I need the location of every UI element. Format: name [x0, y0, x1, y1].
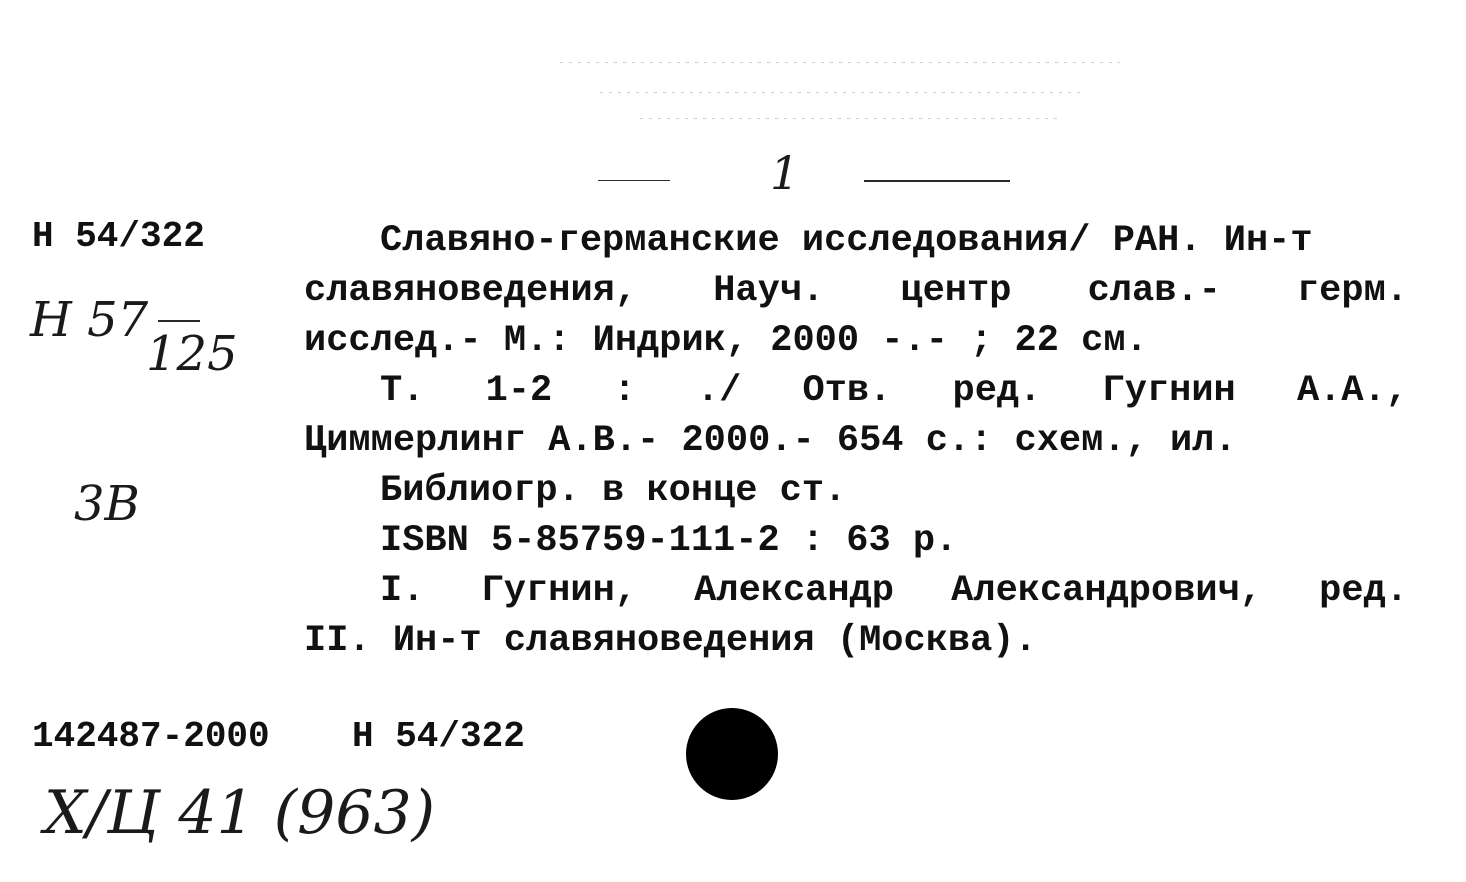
handwritten-mark: 3В — [74, 476, 140, 532]
accession-number: 142487-2000 — [32, 716, 270, 757]
record-line-6: Библиогр. в конце ст. — [380, 470, 847, 512]
handwritten-shelfmark-bottom: 125 — [146, 326, 238, 382]
header-rule-left — [598, 180, 670, 181]
record-line-7: ISBN 5-85759-111-2 : 63 р. — [380, 520, 958, 562]
record-line-3: исслед.- М.: Индрик, 2000 -.- ; 22 см. — [304, 320, 1148, 362]
scan-noise — [600, 92, 1080, 93]
punched-hole-dot — [686, 708, 778, 800]
shelfmark-fraction-bar — [158, 320, 200, 322]
page-marker: 1 — [770, 146, 800, 200]
scan-noise — [560, 62, 1120, 63]
call-number: Н 54/322 — [32, 216, 205, 257]
record-line-2: славяноведения, Науч. центр слав.- герм. — [304, 270, 1408, 312]
scan-noise — [640, 118, 1060, 119]
record-line-9: II. Ин-т славяноведения (Москва). — [304, 620, 1037, 662]
header-rule-right — [864, 180, 1010, 182]
record-line-4: Т. 1-2 : ./ Отв. ред. Гугнин А.А., — [380, 370, 1408, 412]
handwritten-bottom-code: Х/Ц 41 (963) — [44, 778, 436, 848]
record-line-1: Славяно-германские исследования/ РАН. Ин-т — [380, 220, 1313, 262]
handwritten-shelfmark-top: Н 57 — [30, 292, 149, 348]
record-line-5: Циммерлинг А.В.- 2000.- 654 с.: схем., ил. — [304, 420, 1237, 462]
record-line-8: I. Гугнин, Александр Александрович, ред. — [380, 570, 1408, 612]
call-number-repeat: Н 54/322 — [352, 716, 525, 757]
